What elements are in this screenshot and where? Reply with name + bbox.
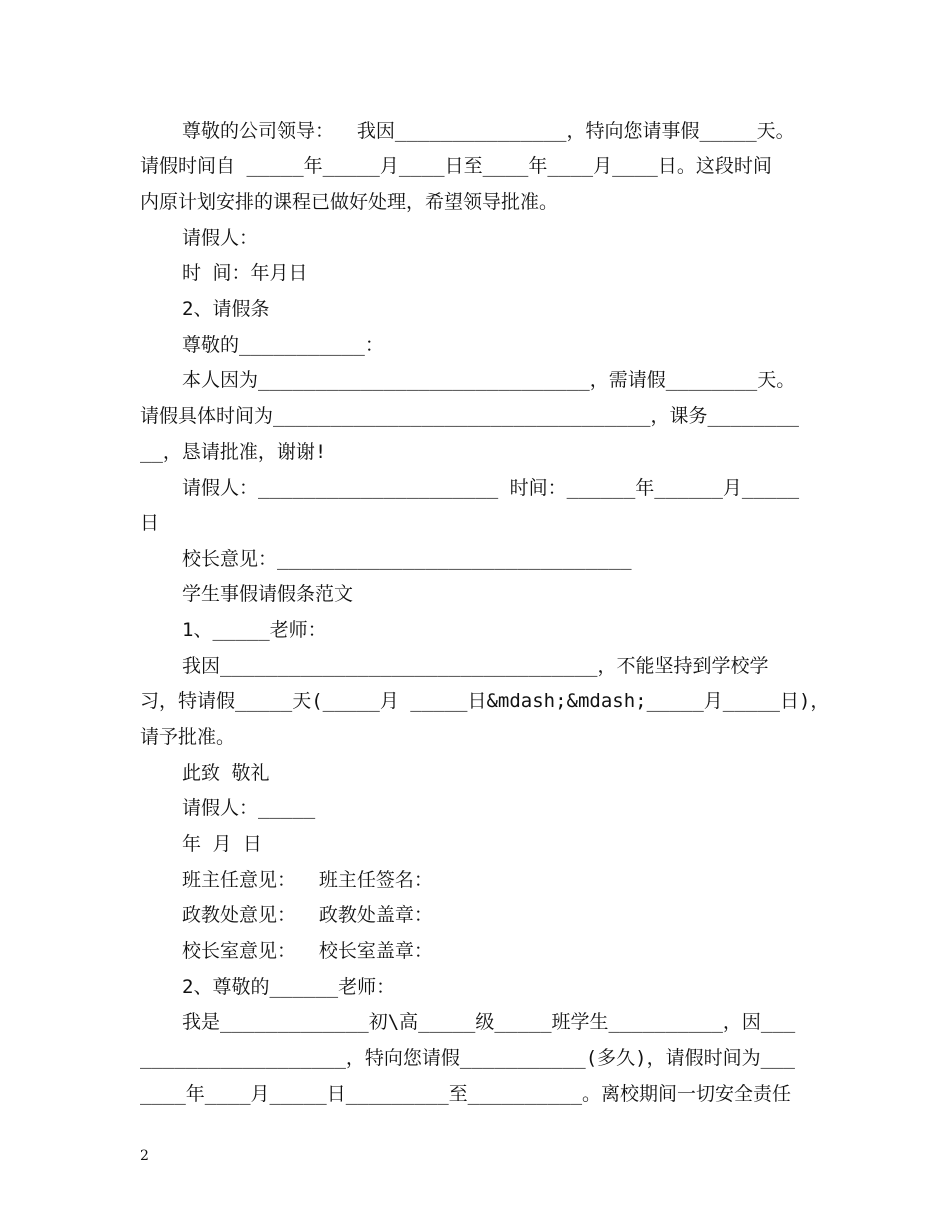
text-line: 请假人：_____________________ 时间：______年______月_____ (182, 477, 800, 499)
text-line: 本人因为_____________________________，需请假________天。 (182, 369, 796, 391)
text-line: 请假人： (182, 227, 259, 249)
text-line: 政教处意见： 政教处盖章： (182, 904, 433, 926)
page-number: 2 (140, 1148, 149, 1164)
text-line: 校长意见：_______________________________ (182, 548, 632, 570)
text-line: __________________，特向您请假___________(多久)，请假时间为___ (140, 1047, 795, 1069)
text-line: 尊敬的公司领导： 我因_______________，特向您请事假_____天。 (182, 120, 795, 142)
text-line: 我是_____________初\高_____级_____班学生__________，因___ (182, 1011, 796, 1033)
text-line: 请予批准。 (140, 726, 236, 748)
section-heading: 学生事假请假条范文 (182, 583, 354, 605)
text-line: 2、尊敬的______老师： (182, 976, 396, 998)
text-line: 我因_________________________________，不能坚持到学校学 (182, 655, 769, 677)
text-line: 内原计划安排的课程已做好处理，希望领导批准。 (140, 191, 559, 213)
text-line: 请假具体时间为_________________________________，课务________ (140, 405, 799, 427)
text-line: 1、_____老师： (182, 619, 327, 641)
text-line: 习，特请假_____天(_____月 _____日&mdash;&mdash;_____月_____日)， (140, 690, 830, 712)
text-line: 尊敬的___________： (182, 334, 384, 356)
text-line: 请假人：_____ (182, 797, 316, 819)
text-line: 校长室意见： 校长室盖章： (182, 940, 433, 962)
text-line: 年 月 日 (182, 833, 262, 855)
text-line: 班主任意见： 班主任签名： (182, 869, 433, 891)
text-line: 此致 敬礼 (182, 762, 270, 784)
text-line: 时 间：年月日 (182, 262, 308, 284)
text-line: __，恳请批准，谢谢! (140, 441, 327, 463)
section-heading: 2、请假条 (182, 298, 270, 320)
text-line: ____年____月_____日_________至__________。离校期间一切安全责任 (140, 1083, 792, 1105)
text-line: 请假时间自 _____年_____月____日至____年____月____日。这段时间 (140, 155, 772, 177)
text-line: 日 (140, 512, 160, 534)
